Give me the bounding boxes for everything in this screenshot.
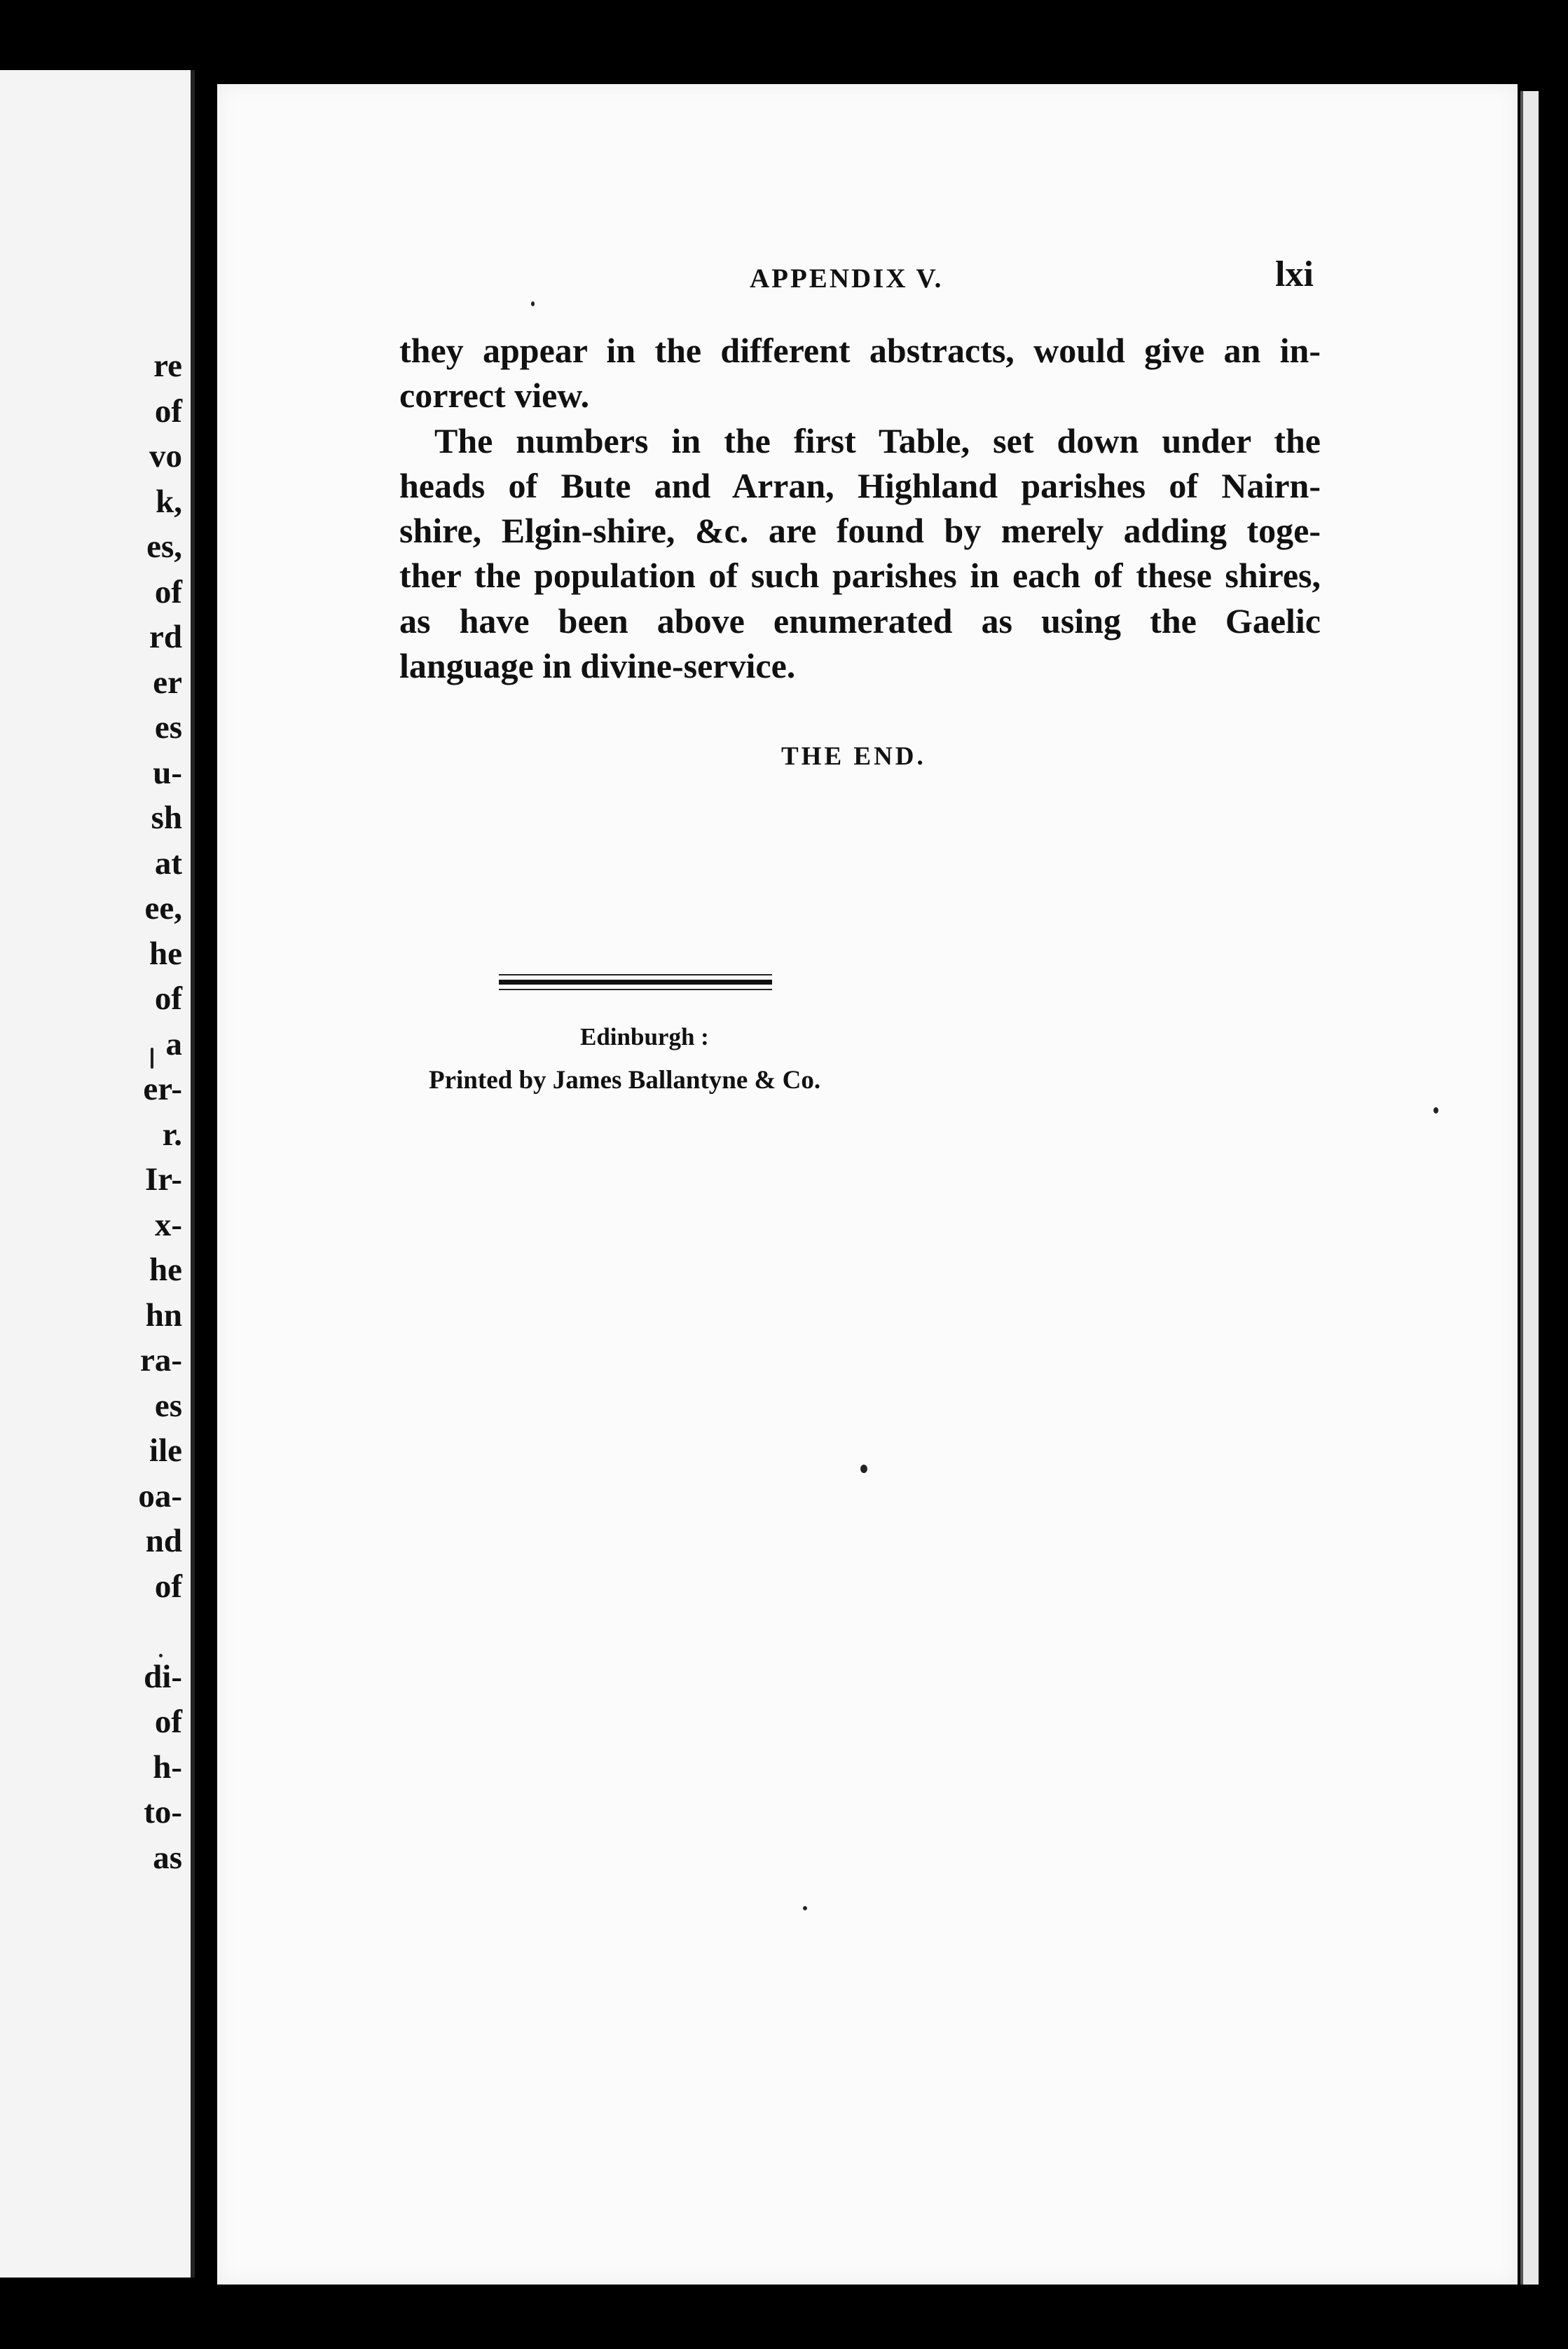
page-number: lxi (1275, 254, 1314, 294)
text-line: shire, Elgin-shire, &c. are found by merely adding toge- (399, 511, 1321, 551)
left-fragment: to- (144, 1794, 182, 1830)
left-fragment: r. (162, 1116, 182, 1153)
left-fragment: k, (156, 483, 182, 520)
left-fragment: nd (145, 1523, 182, 1559)
imprint-city: Edinburgh : (580, 1023, 709, 1050)
left-fragment: as (153, 1839, 182, 1876)
left-fragment: ile (149, 1432, 182, 1469)
ink-speck (159, 1654, 163, 1657)
left-fragment: es, (146, 528, 182, 565)
left-fragment: at (154, 844, 182, 882)
left-fragment: h- (153, 1748, 182, 1786)
left-fragment: of (154, 573, 182, 610)
left-fragment: rd (149, 619, 182, 655)
text-line: The numbers in the first Table, set down under the (434, 420, 1321, 460)
text-line: ther the population of such parishes in each of these shires, (399, 556, 1321, 596)
left-page-text-fragments (138, 343, 182, 1880)
left-fragment: u- (153, 754, 182, 791)
text-line: heads of Bute and Arran, Highland parishes of Nairn- (399, 465, 1321, 505)
ornamental-rule-top (499, 974, 772, 975)
left-fragment: he (149, 935, 182, 972)
ornamental-rule (499, 980, 772, 985)
text-line: language in divine-service. (399, 646, 796, 686)
ornamental-rule-bottom (499, 989, 772, 990)
left-fragment: he (149, 1252, 182, 1288)
left-fragment: es (154, 1387, 182, 1424)
left-fragment: of (154, 392, 182, 430)
left-fragment: hn (145, 1296, 182, 1334)
left-fragment: er- (143, 1071, 182, 1107)
left-fragment: es (154, 709, 182, 746)
ink-speck (1433, 1107, 1438, 1114)
text-line: correct view. (399, 376, 590, 416)
text-line: they appear in the different abstracts, would give an in- (399, 331, 1321, 370)
left-fragment: x- (154, 1206, 182, 1243)
ink-speck (803, 1906, 807, 1910)
left-fragment: oa- (138, 1477, 182, 1514)
ink-speck (151, 1048, 153, 1069)
left-fragment (138, 1609, 182, 1655)
left-page-edge (0, 70, 195, 2278)
left-fragment: ee, (144, 890, 182, 926)
left-fragment: di- (144, 1658, 182, 1695)
ink-speck (531, 301, 535, 306)
ink-speck (860, 1465, 867, 1473)
left-fragment: of (154, 1568, 182, 1605)
the-end-heading: THE END. (781, 742, 926, 771)
running-head: APPENDIX V. (750, 263, 944, 294)
left-fragment: Ir- (144, 1161, 182, 1198)
left-fragment: re (153, 348, 182, 384)
left-fragment: of (154, 1704, 182, 1740)
left-fragment: vo (149, 438, 182, 474)
left-fragment: of (154, 980, 182, 1017)
left-fragment: a (165, 1025, 182, 1062)
page-edge (1520, 91, 1539, 2285)
body-paragraphs (399, 328, 1321, 688)
text-line: as have been above enumerated as using the Gaelic (399, 601, 1321, 641)
imprint-printer: Printed by James Ballantyne & Co. (429, 1066, 821, 1095)
left-fragment: sh (151, 800, 182, 836)
left-fragment: ra- (139, 1342, 182, 1378)
left-fragment: er (153, 664, 182, 701)
